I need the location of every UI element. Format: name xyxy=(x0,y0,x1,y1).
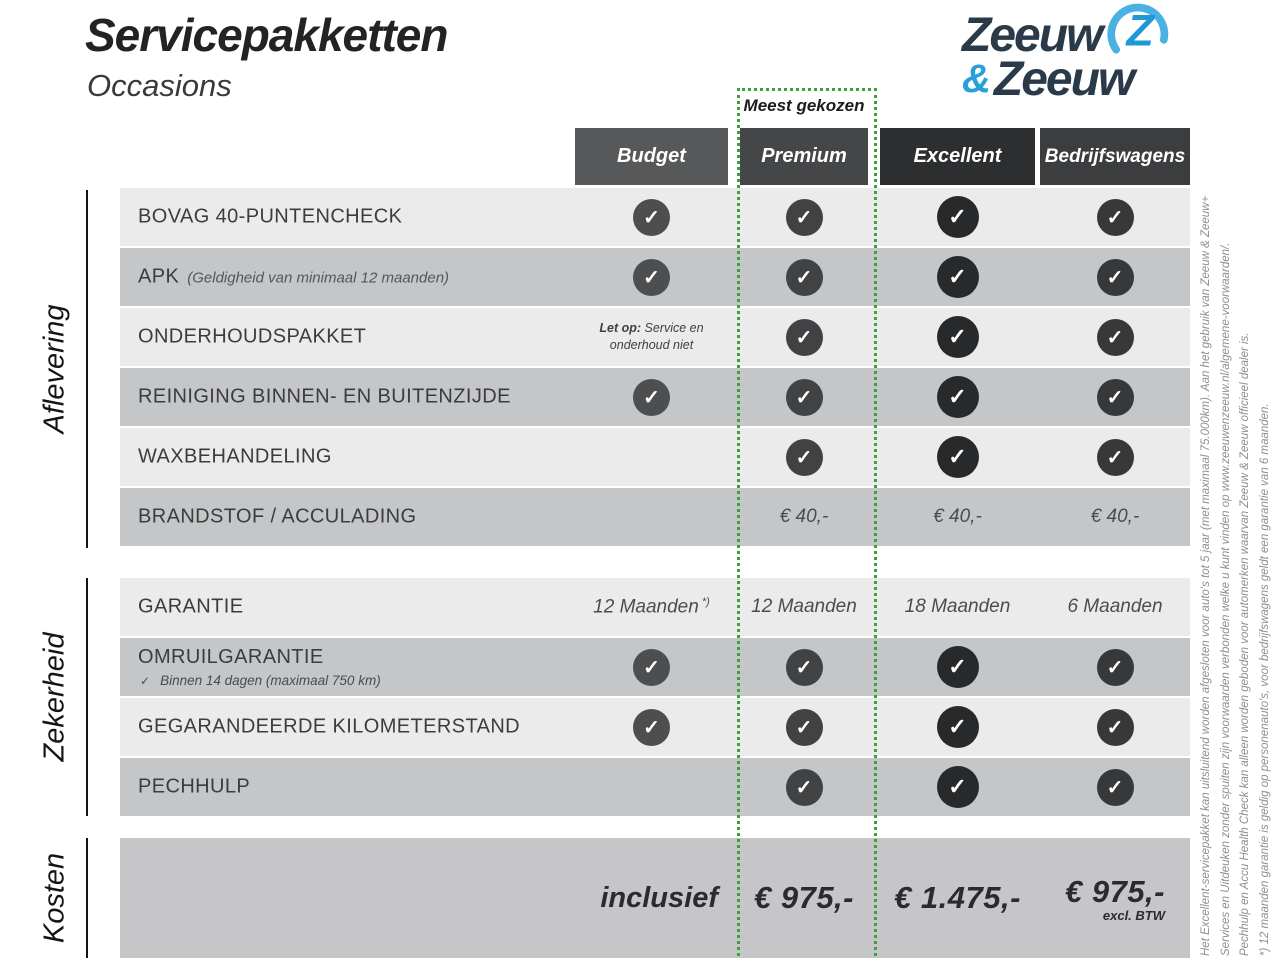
cell-excellent xyxy=(880,188,1035,246)
cell-value: 6 Maanden xyxy=(1067,596,1163,617)
cost-row xyxy=(120,838,1190,958)
cell-bedrijfswagens xyxy=(1040,488,1190,546)
check-circle-icon xyxy=(937,376,979,418)
row-label-wrap xyxy=(138,386,511,409)
check-icon: ✓ xyxy=(1106,776,1124,799)
cell-value: 12 Maanden xyxy=(751,596,857,617)
row-label: PECHHULP xyxy=(138,775,251,798)
check-icon: ✓ xyxy=(795,386,813,409)
cost-note-excl-btw: excl. BTW xyxy=(1102,907,1165,923)
cell-bedrijfswagens xyxy=(1040,368,1190,426)
row-label-wrap xyxy=(138,206,402,229)
check-icon: ✓ xyxy=(1106,716,1124,739)
check-circle-icon xyxy=(937,766,979,808)
row-bullet-text: Binnen 14 dagen (maximaal 750 km) xyxy=(160,673,381,688)
check-circle-icon xyxy=(1097,319,1134,356)
cost-cell-bedrijfswagens xyxy=(1040,838,1190,958)
row-label: WAXBEHANDELING xyxy=(138,445,332,468)
legal-disclaimer xyxy=(1197,126,1275,956)
check-circle-icon xyxy=(937,706,979,748)
check-circle-icon xyxy=(786,769,823,806)
disclaimer-line: Het Excellent-servicepakket kan uitsluitend worden afgesloten voor auto's tot 5 jaar (met maximaal 75.000km). Aan het gebruik van Zeeuw & Zeeuw+ xyxy=(1200,195,1212,956)
cell-bedrijfswagens xyxy=(1040,638,1190,696)
footnote-marker: *) xyxy=(698,595,710,608)
check-circle-icon xyxy=(937,646,979,688)
cell-note: Let op: Service en onderhoud niet xyxy=(599,321,704,352)
check-icon: ✓ xyxy=(1106,266,1124,289)
cell-value: € 40,- xyxy=(779,506,829,527)
page-title: Servicepakketten xyxy=(85,9,448,61)
section-line-zekerheid xyxy=(86,578,88,816)
disclaimer-line: *) 12 maanden garantie is geldig op personenauto's, voor bedrijfswagens geldt een garantie van 6 maanden. xyxy=(1258,403,1271,956)
table-row xyxy=(120,188,1190,246)
check-icon: ✓ xyxy=(948,264,967,289)
cost-cell-excellent xyxy=(880,838,1035,958)
check-circle-icon xyxy=(786,319,823,356)
cost-cell-premium xyxy=(740,838,868,958)
disclaimer-line: Pechhulp en Accu Health Check kan alleen worden geboden voor automerken waarvan Zeeuw & Zeeuw officieel dealer is. xyxy=(1239,332,1251,956)
check-circle-icon xyxy=(1097,649,1134,686)
page-subtitle: Occasions xyxy=(87,68,232,103)
row-bullet xyxy=(138,673,381,688)
check-icon: ✓ xyxy=(795,656,813,679)
cell-premium xyxy=(740,248,868,306)
cell-premium xyxy=(740,758,868,816)
cell-budget xyxy=(575,698,728,756)
table-row xyxy=(120,578,1190,636)
cell-bedrijfswagens xyxy=(1040,758,1190,816)
most-chosen-badge: Meest gekozen xyxy=(743,96,865,115)
check-icon: ✓ xyxy=(948,384,967,409)
table-row xyxy=(120,308,1190,366)
cell-excellent xyxy=(880,758,1035,816)
feature-rows xyxy=(120,188,1190,838)
cell-excellent xyxy=(880,638,1035,696)
section-line-kosten xyxy=(86,838,88,958)
row-label: GARANTIE xyxy=(138,595,244,618)
column-header-budget: Budget xyxy=(575,128,728,185)
cell-excellent xyxy=(880,488,1035,546)
check-icon: ✓ xyxy=(643,386,660,409)
check-icon: ✓ xyxy=(1106,446,1124,469)
row-label: GEGARANDEERDE KILOMETERSTAND xyxy=(138,715,521,738)
row-label: BRANDSTOF / ACCULADING xyxy=(138,505,417,528)
row-label: OMRUILGARANTIE xyxy=(138,646,324,668)
check-circle-icon xyxy=(1097,379,1134,416)
cell-budget xyxy=(575,188,728,246)
row-label: APK xyxy=(138,265,180,288)
cell-bedrijfswagens xyxy=(1040,308,1190,366)
check-circle-icon xyxy=(937,196,979,238)
svg-text:Z: Z xyxy=(1126,4,1155,55)
check-circle-icon xyxy=(937,316,979,358)
cell-excellent xyxy=(880,698,1035,756)
table-row xyxy=(120,698,1190,756)
row-label-wrap xyxy=(138,646,381,688)
check-circle-icon xyxy=(1097,709,1134,746)
row-label-wrap xyxy=(138,266,449,289)
check-circle-icon xyxy=(786,439,823,476)
check-icon: ✓ xyxy=(140,673,151,688)
check-icon: ✓ xyxy=(948,204,967,229)
check-icon: ✓ xyxy=(1106,386,1124,409)
cell-value: € 40,- xyxy=(1090,506,1140,527)
check-icon: ✓ xyxy=(643,656,660,679)
check-icon: ✓ xyxy=(948,714,967,739)
logo-ampersand: & xyxy=(962,56,991,101)
section-line-aflevering xyxy=(86,190,88,548)
row-label-wrap xyxy=(138,776,250,799)
check-icon: ✓ xyxy=(795,266,813,289)
cell-premium xyxy=(740,368,868,426)
check-icon: ✓ xyxy=(795,446,813,469)
cell-bedrijfswagens xyxy=(1040,188,1190,246)
table-row xyxy=(120,248,1190,306)
cell-budget xyxy=(575,308,728,366)
cell-bedrijfswagens xyxy=(1040,698,1190,756)
check-circle-icon xyxy=(786,649,823,686)
cell-premium xyxy=(740,698,868,756)
row-label-wrap xyxy=(138,506,416,529)
check-circle-icon xyxy=(937,436,979,478)
cell-value: € 40,- xyxy=(933,506,982,527)
check-circle-icon xyxy=(1097,259,1134,296)
check-icon: ✓ xyxy=(948,774,967,799)
table-row xyxy=(120,638,1190,696)
cost-value-premium: € 975,- xyxy=(753,880,854,915)
row-label: BOVAG 40-PUNTENCHECK xyxy=(138,205,403,228)
logo-word-1: Zeeuw xyxy=(962,8,1102,62)
cell-bedrijfswagens xyxy=(1040,428,1190,486)
cell-bedrijfswagens xyxy=(1040,248,1190,306)
row-label-wrap xyxy=(138,596,243,619)
check-circle-icon xyxy=(1097,199,1134,236)
check-circle-icon xyxy=(1097,439,1134,476)
cell-excellent xyxy=(880,368,1035,426)
column-header-bedrijfswagens: Bedrijfswagens xyxy=(1040,128,1190,185)
cell-value: 12 Maanden *) xyxy=(593,595,710,618)
cell-value: 18 Maanden xyxy=(904,596,1011,617)
check-icon: ✓ xyxy=(795,716,813,739)
logo-word-2: Zeeuw xyxy=(993,52,1134,106)
check-circle-icon xyxy=(633,649,670,686)
table-row xyxy=(120,758,1190,816)
check-icon: ✓ xyxy=(643,206,660,229)
check-icon: ✓ xyxy=(1106,326,1124,349)
check-circle-icon xyxy=(633,379,670,416)
check-icon: ✓ xyxy=(795,776,813,799)
column-header-excellent: Excellent xyxy=(880,128,1035,185)
check-circle-icon xyxy=(786,259,823,296)
check-icon: ✓ xyxy=(1106,656,1124,679)
disclaimer-line: Services en Uitdeuken zonder spuiten zijn voorwaarden verbonden welke u kunt vinden op www.zeeuwenzeeuw.nl/algemene-voorwaarden/. xyxy=(1219,242,1232,956)
cell-excellent xyxy=(880,428,1035,486)
row-label-wrap xyxy=(138,446,332,469)
cell-excellent xyxy=(880,308,1035,366)
cell-budget xyxy=(575,248,728,306)
check-icon: ✓ xyxy=(1106,206,1124,229)
cell-premium xyxy=(740,188,868,246)
table-row xyxy=(120,488,1190,546)
check-circle-icon xyxy=(1097,769,1134,806)
cell-bedrijfswagens xyxy=(1040,578,1190,636)
row-label: ONDERHOUDSPAKKET xyxy=(138,325,367,348)
check-circle-icon xyxy=(786,379,823,416)
table-row xyxy=(120,428,1190,486)
check-icon: ✓ xyxy=(795,326,813,349)
check-circle-icon xyxy=(786,709,823,746)
cell-premium xyxy=(740,638,868,696)
row-label-note: (Geldigheid van minimaal 12 maanden) xyxy=(187,269,450,287)
cell-premium xyxy=(740,578,868,636)
check-icon: ✓ xyxy=(795,206,813,229)
row-label-wrap xyxy=(138,326,366,349)
check-icon: ✓ xyxy=(948,324,967,349)
check-icon: ✓ xyxy=(948,444,967,469)
cell-budget xyxy=(575,578,728,636)
page-canvas: Servicepakketten Occasions Zeeuw Z & Zeeuw Budget Premium Excellent Bedrijfswagens Meest gekozen BOVAG 40-PUNTENCHECK ✓ ✓ ✓ ✓ APK (Geldigheid van minimaal 12 maanden) ✓ ✓ ✓ ✓ ONDERHOUDSPAKKET Let op: Service en onderhoud niet ✓ ✓ ✓ REINIGING BINNEN- EN BUITENZIJDE ✓ ✓ ✓ ✓ WAXBEHANDELING ✓ ✓ ✓ BRANDSTOF / ACCULADING € 40,- € 40,- € 40,- GARANTIE 12 Maanden *) 12 Maanden 18 Maanden 6 Maanden OMRUILGARANTIE ✓ Binnen 14 dagen (maximaal 750 km) ✓ ✓ ✓ ✓ GEGARANDEERDE KILOMETERSTAND ✓ ✓ ✓ ✓ PECHHULP ✓ ✓ ✓ inclusief € 975,- € 1.475,- € 975,- excl. BTW Aflevering Zekerheid Kosten Het Excellent-servicepakket kan uitsluitend worden afgesloten voor auto's tot 5 jaar (met maximaal 75.000km). Aan het gebruik van Zeeuw & Zeeuw+ Services en Uitdeuken zonder spuiten zijn voorwaarden verbonden welke u kunt vinden op www.zeeuwenzeeuw.nl/algemene-voorwaarden/. Pechhulp en Accu Health Check kan alleen worden geboden voor automerken waarvan Zeeuw & Zeeuw officieel dealer is. *) 12 maanden garantie is geldig op personenauto's, voor bedrijfswagens geldt een garantie van 6 maanden. xyxy=(0,0,1280,960)
check-icon: ✓ xyxy=(948,654,967,679)
cost-value-excellent: € 1.475,- xyxy=(894,880,1021,915)
cost-value-budget: inclusief xyxy=(600,881,718,914)
cost-cell-budget xyxy=(575,838,728,958)
table-row xyxy=(120,368,1190,426)
check-circle-icon xyxy=(937,256,979,298)
check-icon: ✓ xyxy=(643,266,660,289)
check-circle-icon xyxy=(786,199,823,236)
cell-premium xyxy=(740,308,868,366)
column-header-premium: Premium xyxy=(740,128,868,185)
check-circle-icon xyxy=(633,709,670,746)
check-icon: ✓ xyxy=(643,716,660,739)
cost-value-bedrijfswagens: € 975,- xyxy=(1064,873,1165,909)
cell-premium xyxy=(740,488,868,546)
check-circle-icon xyxy=(633,199,670,236)
row-label: REINIGING BINNEN- EN BUITENZIJDE xyxy=(138,385,511,408)
cell-budget xyxy=(575,638,728,696)
zeeuw-zeeuw-logo xyxy=(962,4,1197,110)
cell-budget xyxy=(575,368,728,426)
cell-excellent xyxy=(880,578,1035,636)
legal-disclaimer-text xyxy=(1197,126,1275,956)
check-circle-icon xyxy=(633,259,670,296)
row-label-wrap xyxy=(138,716,520,739)
cell-excellent xyxy=(880,248,1035,306)
cell-premium xyxy=(740,428,868,486)
